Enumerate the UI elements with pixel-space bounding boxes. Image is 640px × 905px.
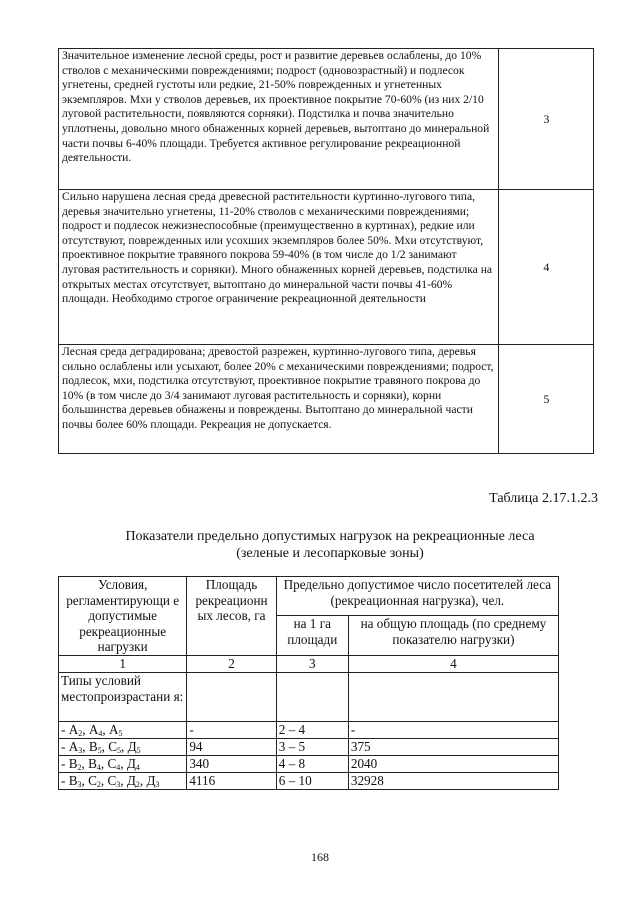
site-code-letter: Д <box>126 755 136 771</box>
table-number: Таблица 2.17.1.2.3 <box>489 491 598 506</box>
site-code-index: 3 <box>77 779 82 789</box>
table-row <box>59 49 594 190</box>
site-code-letter: А <box>68 721 79 737</box>
stage-score: 3 <box>498 49 593 190</box>
table-row <box>59 190 594 345</box>
table-title <box>60 528 600 562</box>
site-code-letter: С <box>88 772 97 788</box>
site-code-index: 5 <box>118 728 123 738</box>
per-ha-value: 3 – 5 <box>276 738 348 755</box>
site-code-letter: А <box>68 738 79 754</box>
site-code-index: 3 <box>155 779 160 789</box>
degradation-stages-table <box>58 48 594 454</box>
site-code-letter: В <box>68 772 78 788</box>
site-code-index: 5 <box>97 745 102 755</box>
total-value: 2040 <box>348 755 558 772</box>
empty-cell <box>276 672 348 721</box>
site-code-index: 4 <box>96 762 101 772</box>
table-title-line: Показатели предельно допустимых нагрузок на рекреационные леса <box>125 529 535 544</box>
site-code-letter: С <box>108 738 118 754</box>
site-type-codes: - $В_3$, $С_2$, $С_3$, $Д_2$, $Д_3$ <box>59 772 187 789</box>
header-per-ha: на 1 га площади <box>276 616 348 655</box>
site-code-letter: А <box>108 721 119 737</box>
site-code-index: 2 <box>77 762 82 772</box>
table-row <box>59 345 594 454</box>
header-row <box>59 577 559 616</box>
site-code-index: 4 <box>98 728 103 738</box>
site-code-index: 5 <box>136 745 141 755</box>
recreation-load-table <box>58 576 559 790</box>
site-code-letter: С <box>107 755 117 771</box>
per-ha-value: 6 – 10 <box>276 772 348 789</box>
site-code-index: 2 <box>78 728 83 738</box>
per-ha-value: 4 – 8 <box>276 755 348 772</box>
total-value: 32928 <box>348 772 558 789</box>
site-code-letter: С <box>107 772 117 788</box>
column-number: 4 <box>348 655 558 672</box>
site-type-codes: - $А_3$, $В_5$, $С_5$, $Д_5$ <box>59 738 187 755</box>
empty-cell <box>348 672 558 721</box>
page-number: 168 <box>311 850 329 864</box>
site-type-codes: - $А_2$, $А_4$, $А_5$ <box>59 721 187 738</box>
stage-description: Лесная среда деградирована; древостой разрежен, куртинно-лугового типа, деревья сильно ослаблены или усыхают, более 20% с механическими повреждениями; подрост, подлесок, мхи, подстилка отсутствуют, проективное покрытие травяного покрова до 10% (в том числе до 3/4 занимают луговая растительность и сорняки), корни большинства деревьев обнажены и повреждены. Вытоптано до минеральной части почвы более 60% площади. Рекреация не допускается. <box>59 345 499 454</box>
site-code-letter: Д <box>126 772 136 788</box>
site-code-index: 2 <box>135 779 140 789</box>
total-value: 375 <box>348 738 558 755</box>
stage-score: 5 <box>498 345 593 454</box>
table-title-line: (зеленые и лесопарковые зоны) <box>236 546 424 561</box>
header-area: Площадь рекреационн ых лесов, га <box>187 577 276 656</box>
site-code-index: 4 <box>116 762 121 772</box>
stage-description: Сильно нарушена лесная среда древесной растительности куртинно-лугового типа, деревья значительно угнетены, 11-20% стволов с механическими повреждениями; подрост и подлесок нежизнеспособные (преимущественно в куртинах), редкие или отсутствуют, поврежденных или усохших экземпляров более 50%. Мхи отсутствуют, проективное покрытие травяного покрова 59-40% (в том числе до 1/2 занимают луговая растительность и сорняки). Много обнаженных корней деревьев, подстилка на открытых местах отсутствует, вытоптано до минеральной части почвы 41-60% площади. Необходимо строгое ограничение рекреационной деятельности <box>59 190 499 345</box>
header-total: на общую площадь (по среднему показателю нагрузки) <box>348 616 558 655</box>
site-code-index: 4 <box>135 762 140 772</box>
site-code-letter: В <box>88 738 98 754</box>
table-row <box>59 721 559 738</box>
column-number-row <box>59 655 559 672</box>
header-max-visitors: Предельно допустимое число посетителей леса (рекреационная нагрузка), чел. <box>276 577 558 616</box>
total-value: - <box>348 721 558 738</box>
table-row <box>59 738 559 755</box>
site-code-letter: Д <box>146 772 156 788</box>
empty-cell <box>187 672 276 721</box>
stage-description: Значительное изменение лесной среды, рост и развитие деревьев ослаблены, до 10% стволов с механическими повреждениями; подрост (одновозрастный) и подлесок угнетены, средней густоты или редкие, 21-50% поврежденных и угнетенных экземпляров. Мхи у стволов деревьев, их проективное покрытие 70-60% (из них 2/10 луговой растительности, появляются сорняки). Подстилка и почва значительно уплотнены, довольно много обнаженных корней деревьев, вытоптано до минеральной части почвы 6-40% площади. Требуется активное регулирование рекреационной деятельности. <box>59 49 499 190</box>
site-code-index: 5 <box>117 745 122 755</box>
types-row <box>59 672 559 721</box>
table-row <box>59 772 559 789</box>
area-value: 340 <box>187 755 276 772</box>
site-code-index: 3 <box>78 745 83 755</box>
site-code-letter: Д <box>127 738 137 754</box>
site-code-letter: В <box>68 755 78 771</box>
area-value: - <box>187 721 276 738</box>
column-number: 2 <box>187 655 276 672</box>
area-value: 4116 <box>187 772 276 789</box>
site-type-codes: - $В_2$, $В_4$, $С_4$, $Д_4$ <box>59 755 187 772</box>
types-label: Типы условий местопроизрастани я: <box>59 672 187 721</box>
column-number: 1 <box>59 655 187 672</box>
header-conditions: Условия, регламентирующи е допустимые рекреационные нагрузки <box>59 577 187 656</box>
site-code-letter: А <box>88 721 99 737</box>
area-value: 94 <box>187 738 276 755</box>
site-code-index: 3 <box>116 779 121 789</box>
site-code-index: 2 <box>96 779 101 789</box>
site-code-letter: В <box>88 755 97 771</box>
table-row <box>59 755 559 772</box>
per-ha-value: 2 – 4 <box>276 721 348 738</box>
column-number: 3 <box>276 655 348 672</box>
stage-score: 4 <box>498 190 593 345</box>
